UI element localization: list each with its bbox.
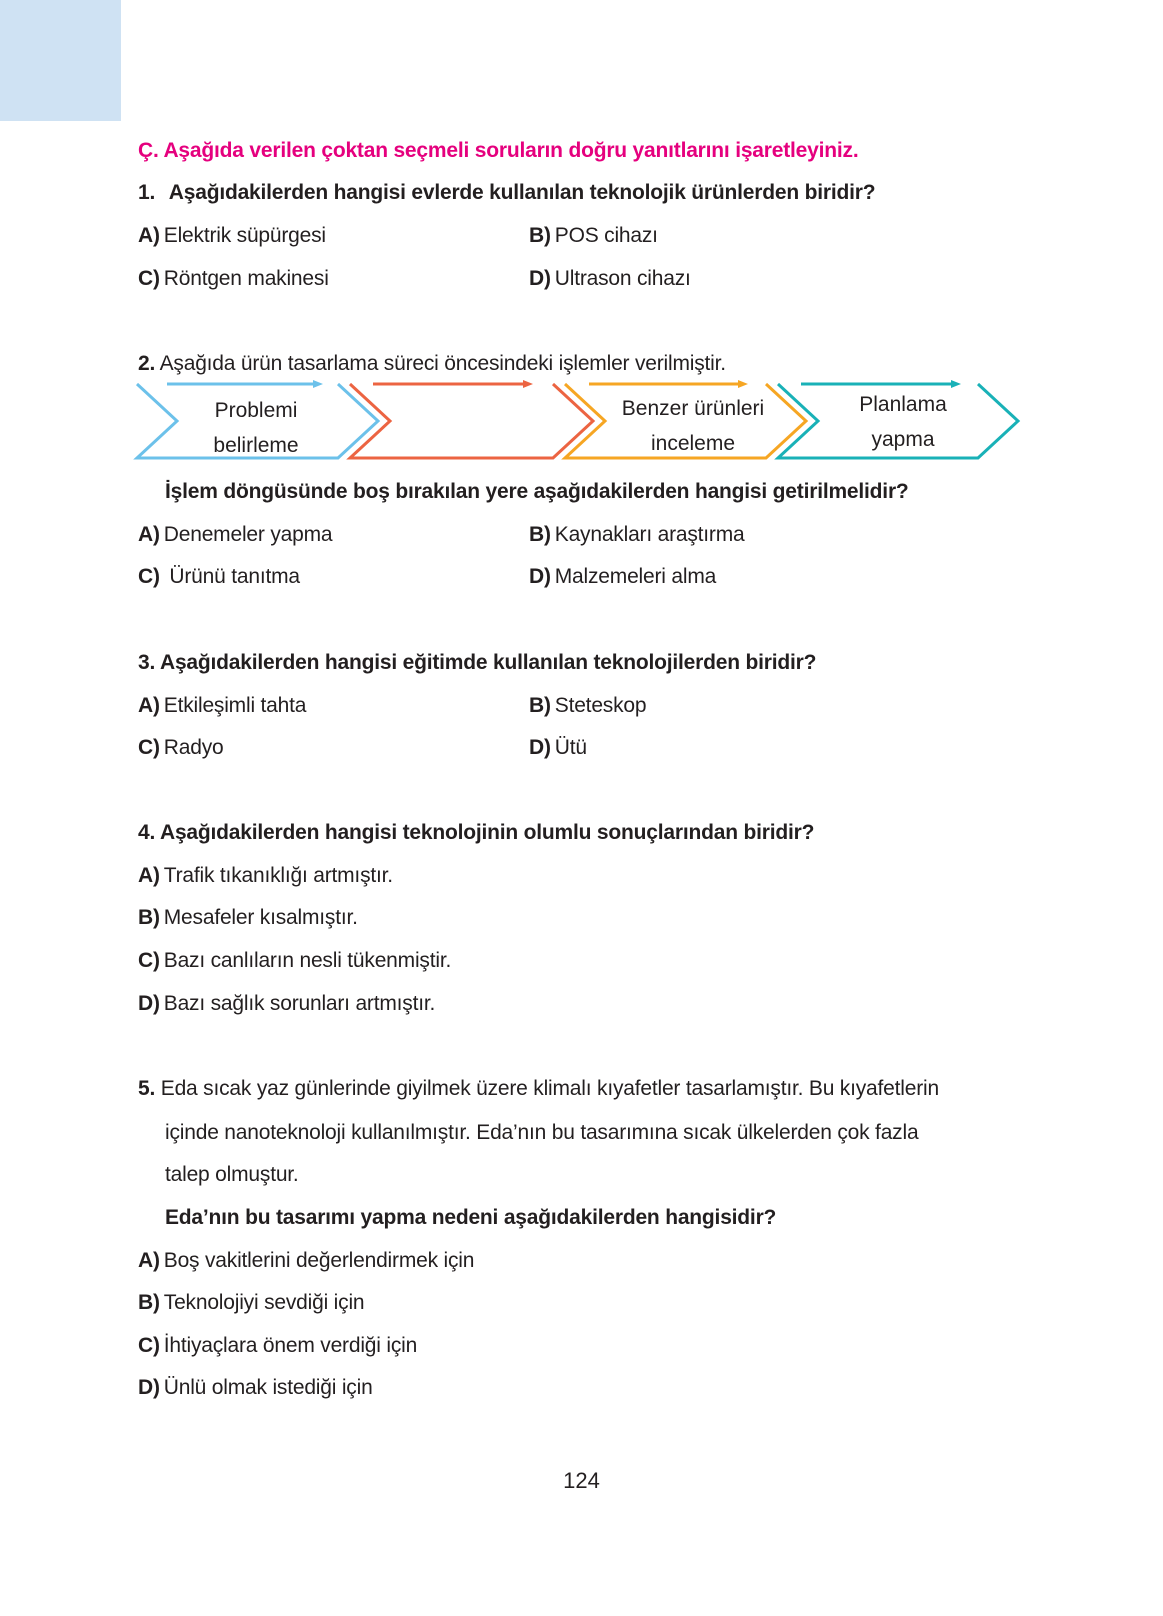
q5-option-c[interactable] [138, 1334, 417, 1358]
q5-option-a[interactable] [138, 1249, 474, 1273]
option-label: C) [138, 267, 160, 290]
option-text: Trafik tıkanıklığı artmıştır. [163, 864, 393, 887]
option-label: B) [529, 523, 551, 546]
option-text: Steteskop [554, 694, 647, 717]
q5-option-b[interactable] [138, 1291, 364, 1315]
option-label: B) [529, 224, 551, 247]
option-label: B) [138, 1291, 160, 1314]
q1-option-c[interactable] [138, 267, 329, 291]
question-number: 4. [138, 821, 156, 844]
option-text: Etkileşimli tahta [163, 694, 307, 717]
question-number: 3. [138, 651, 156, 674]
step-problem-identification [181, 393, 331, 463]
step-line1: Planlama [859, 393, 947, 416]
option-text: Ünlü olmak istediği için [163, 1376, 373, 1399]
option-text: Teknolojiyi sevdiği için [163, 1291, 365, 1314]
step-line2: belirleme [213, 434, 299, 457]
option-label: A) [138, 1249, 160, 1272]
q4-option-b[interactable] [138, 906, 358, 930]
question-number: 1. [138, 181, 156, 204]
option-text: Ütü [554, 736, 587, 759]
question-number: 5. [138, 1077, 156, 1100]
q2-option-b[interactable] [529, 523, 745, 547]
option-text: Malzemeleri alma [554, 565, 717, 588]
q1-option-b[interactable] [529, 224, 658, 248]
option-text: POS cihazı [554, 224, 658, 247]
option-text: Boş vakitlerini değerlendirmek için [163, 1249, 475, 1272]
question-5-stem: Eda’nın bu tasarımı yapma nedeni aşağıdakilerden hangisidir? [165, 1206, 777, 1229]
option-text: Radyo [163, 736, 224, 759]
option-text: Ultrason cihazı [554, 267, 691, 290]
option-label: A) [138, 864, 160, 887]
option-label: D) [529, 267, 551, 290]
section-instruction [138, 139, 858, 163]
option-label: D) [138, 1376, 160, 1399]
step-examine-similar-products [603, 391, 783, 461]
q2-option-c[interactable] [138, 565, 300, 589]
question-1-text [138, 181, 875, 205]
option-label: C) [138, 949, 160, 972]
option-text: Mesafeler kısalmıştır. [163, 906, 358, 929]
option-text: Bazı sağlık sorunları artmıştır. [163, 992, 436, 1015]
q5-option-d[interactable] [138, 1376, 373, 1400]
question-intro: Aşağıda ürün tasarlama süreci öncesindeki işlemler verilmiştir. [159, 352, 726, 375]
option-text: Röntgen makinesi [163, 267, 329, 290]
step-line1: Benzer ürünleri [621, 397, 765, 420]
option-text: Ürünü tanıtma [163, 565, 300, 588]
option-label: C) [138, 565, 160, 588]
option-label: A) [138, 694, 160, 717]
step-line2: yapma [871, 428, 935, 451]
process-cycle-diagram [133, 378, 1028, 464]
step-planning [828, 387, 978, 457]
q4-option-c[interactable] [138, 949, 451, 973]
option-text: Kaynakları araştırma [554, 523, 745, 546]
option-label: C) [138, 1334, 160, 1357]
option-label: D) [529, 565, 551, 588]
section-instruction-text: Aşağıda verilen çoktan seçmeli soruların doğru yanıtlarını işaretleyiniz. [163, 139, 859, 162]
option-label: B) [138, 906, 160, 929]
section-letter: Ç. [138, 139, 159, 162]
question-2-intro [138, 352, 726, 376]
question-3-text [138, 651, 816, 675]
option-label: D) [138, 992, 160, 1015]
q2-option-d[interactable] [529, 565, 716, 589]
option-label: A) [138, 224, 160, 247]
q3-option-d[interactable] [529, 736, 587, 760]
question-5-passage-line1 [138, 1077, 939, 1101]
option-text: Bazı canlıların nesli tükenmiştir. [163, 949, 452, 972]
q4-option-a[interactable] [138, 864, 393, 888]
q3-option-b[interactable] [529, 694, 646, 718]
step-line1: Problemi [214, 399, 298, 422]
question-stem: Aşağıdakilerden hangisi eğitimde kullanılan teknolojilerden biridir? [159, 651, 817, 674]
option-label: C) [138, 736, 160, 759]
question-2-stem: İşlem döngüsünde boş bırakılan yere aşağıdakilerden hangisi getirilmelidir? [165, 480, 909, 503]
question-number: 2. [138, 352, 156, 375]
option-text: Denemeler yapma [163, 523, 333, 546]
q3-option-a[interactable] [138, 694, 306, 718]
question-stem: Aşağıdakilerden hangisi teknolojinin olumlu sonuçlarından biridir? [159, 821, 815, 844]
q1-option-a[interactable] [138, 224, 326, 248]
q3-option-c[interactable] [138, 736, 223, 760]
step-line2: inceleme [650, 432, 736, 455]
option-label: A) [138, 523, 160, 546]
option-text: Elektrik süpürgesi [163, 224, 326, 247]
option-label: D) [529, 736, 551, 759]
corner-color-block [0, 0, 121, 121]
q4-option-d[interactable] [138, 992, 435, 1016]
q1-option-d[interactable] [529, 267, 691, 291]
q2-option-a[interactable] [138, 523, 332, 547]
question-4-text [138, 821, 814, 845]
question-5-passage-line3: talep olmuştur. [165, 1163, 299, 1186]
question-stem: Aşağıdakilerden hangisi evlerde kullanılan teknolojik ürünlerden biridir? [168, 181, 876, 204]
option-text: İhtiyaçlara önem verdiği için [163, 1334, 418, 1357]
question-5-passage-line2: içinde nanoteknoloji kullanılmıştır. Eda’nın bu tasarımına sıcak ülkelerden çok fazla [165, 1121, 919, 1144]
page-number: 124 [563, 1468, 600, 1493]
option-label: B) [529, 694, 551, 717]
passage-text: Eda sıcak yaz günlerinde giyilmek üzere klimalı kıyafetler tasarlamıştır. Bu kıyafetlerin [160, 1077, 939, 1100]
